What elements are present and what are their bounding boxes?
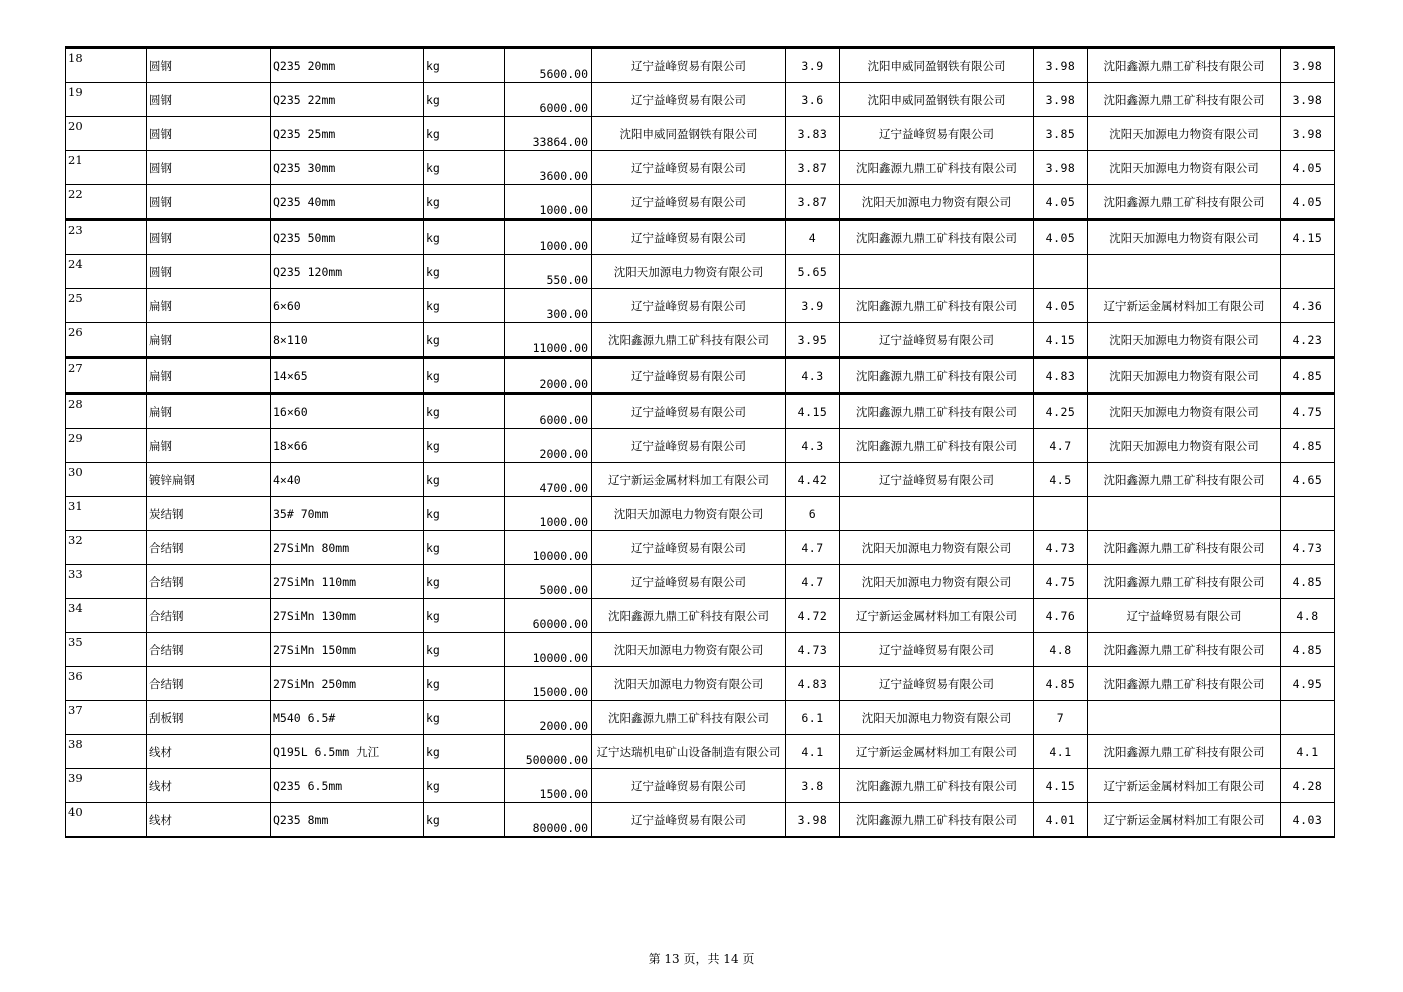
quantity-cell: 33864.00 <box>505 117 592 151</box>
unit-cell: kg <box>424 735 505 769</box>
item-name-cell: 合结钢 <box>147 633 271 667</box>
price-1-cell: 4.7 <box>786 531 840 565</box>
price-3-cell <box>1281 701 1335 735</box>
price-3-cell: 3.98 <box>1281 48 1335 83</box>
price-3-cell: 4.1 <box>1281 735 1335 769</box>
quantity-cell: 15000.00 <box>505 667 592 701</box>
quantity-cell: 500000.00 <box>505 735 592 769</box>
quantity-cell: 2000.00 <box>505 358 592 394</box>
table-row <box>66 323 1335 358</box>
item-name-cell: 扁钢 <box>147 429 271 463</box>
supplier-1-cell: 辽宁益峰贸易有限公司 <box>592 769 786 803</box>
spec-cell: 27SiMn 130mm <box>271 599 424 633</box>
item-number-cell: 30 <box>66 463 147 497</box>
supplier-1-cell: 沈阳鑫源九鼎工矿科技有限公司 <box>592 323 786 358</box>
supplier-2-cell <box>840 497 1034 531</box>
price-3-cell: 4.85 <box>1281 358 1335 394</box>
supplier-3-cell <box>1088 255 1281 289</box>
supplier-1-cell: 沈阳天加源电力物资有限公司 <box>592 497 786 531</box>
supplier-1-cell: 沈阳申威同盈钢铁有限公司 <box>592 117 786 151</box>
price-2-cell: 4.05 <box>1034 289 1088 323</box>
spec-cell: 4×40 <box>271 463 424 497</box>
price-3-cell: 4.95 <box>1281 667 1335 701</box>
table-body <box>66 48 1335 838</box>
price-1-cell: 4 <box>786 220 840 255</box>
table-row <box>66 599 1335 633</box>
price-3-cell: 4.23 <box>1281 323 1335 358</box>
supplier-1-cell: 沈阳鑫源九鼎工矿科技有限公司 <box>592 599 786 633</box>
spec-cell: 27SiMn 110mm <box>271 565 424 599</box>
item-number-cell: 36 <box>66 667 147 701</box>
spec-cell: Q235 30mm <box>271 151 424 185</box>
quantity-cell: 2000.00 <box>505 701 592 735</box>
price-3-cell: 4.05 <box>1281 151 1335 185</box>
price-3-cell: 4.05 <box>1281 185 1335 220</box>
price-2-cell: 3.98 <box>1034 48 1088 83</box>
supplier-2-cell: 沈阳鑫源九鼎工矿科技有限公司 <box>840 803 1034 838</box>
table-row <box>66 735 1335 769</box>
item-name-cell: 圆钢 <box>147 151 271 185</box>
quantity-cell: 11000.00 <box>505 323 592 358</box>
supplier-2-cell: 辽宁益峰贸易有限公司 <box>840 323 1034 358</box>
spec-cell: 18×66 <box>271 429 424 463</box>
supplier-3-cell <box>1088 701 1281 735</box>
price-3-cell: 4.75 <box>1281 394 1335 429</box>
item-name-cell: 炭结钢 <box>147 497 271 531</box>
quantity-cell: 10000.00 <box>505 633 592 667</box>
supplier-3-cell: 沈阳天加源电力物资有限公司 <box>1088 358 1281 394</box>
item-name-cell: 圆钢 <box>147 220 271 255</box>
unit-cell: kg <box>424 701 505 735</box>
supplier-3-cell: 沈阳鑫源九鼎工矿科技有限公司 <box>1088 48 1281 83</box>
supplier-1-cell: 辽宁达瑞机电矿山设备制造有限公司 <box>592 735 786 769</box>
price-2-cell <box>1034 255 1088 289</box>
quantity-cell: 2000.00 <box>505 429 592 463</box>
price-2-cell: 4.83 <box>1034 358 1088 394</box>
table-row <box>66 151 1335 185</box>
price-1-cell: 4.15 <box>786 394 840 429</box>
unit-cell: kg <box>424 463 505 497</box>
item-name-cell: 扁钢 <box>147 289 271 323</box>
price-2-cell: 4.01 <box>1034 803 1088 838</box>
unit-cell: kg <box>424 48 505 83</box>
item-name-cell: 线材 <box>147 769 271 803</box>
price-3-cell: 3.98 <box>1281 117 1335 151</box>
item-number-cell: 39 <box>66 769 147 803</box>
unit-cell: kg <box>424 220 505 255</box>
spec-cell: Q235 50mm <box>271 220 424 255</box>
supplier-3-cell <box>1088 497 1281 531</box>
table-row <box>66 769 1335 803</box>
item-number-cell: 24 <box>66 255 147 289</box>
item-name-cell: 镀锌扁钢 <box>147 463 271 497</box>
price-2-cell <box>1034 497 1088 531</box>
price-1-cell: 3.6 <box>786 83 840 117</box>
supplier-3-cell: 沈阳鑫源九鼎工矿科技有限公司 <box>1088 667 1281 701</box>
quantity-cell: 1000.00 <box>505 185 592 220</box>
item-number-cell: 19 <box>66 83 147 117</box>
quantity-cell: 5000.00 <box>505 565 592 599</box>
supplier-1-cell: 沈阳天加源电力物资有限公司 <box>592 667 786 701</box>
unit-cell: kg <box>424 255 505 289</box>
table-row <box>66 701 1335 735</box>
spec-cell: 8×110 <box>271 323 424 358</box>
spec-cell: 27SiMn 150mm <box>271 633 424 667</box>
unit-cell: kg <box>424 599 505 633</box>
unit-cell: kg <box>424 394 505 429</box>
supplier-2-cell: 辽宁益峰贸易有限公司 <box>840 463 1034 497</box>
supplier-3-cell: 辽宁益峰贸易有限公司 <box>1088 599 1281 633</box>
item-number-cell: 22 <box>66 185 147 220</box>
supplier-2-cell: 沈阳天加源电力物资有限公司 <box>840 565 1034 599</box>
table-row <box>66 48 1335 83</box>
spec-cell: 35# 70mm <box>271 497 424 531</box>
supplier-1-cell: 辽宁益峰贸易有限公司 <box>592 151 786 185</box>
price-3-cell: 4.73 <box>1281 531 1335 565</box>
unit-cell: kg <box>424 667 505 701</box>
supplier-3-cell: 辽宁新运金属材料加工有限公司 <box>1088 803 1281 838</box>
item-name-cell: 合结钢 <box>147 667 271 701</box>
table-row <box>66 429 1335 463</box>
price-2-cell: 4.85 <box>1034 667 1088 701</box>
supplier-1-cell: 辽宁新运金属材料加工有限公司 <box>592 463 786 497</box>
price-1-cell: 4.1 <box>786 735 840 769</box>
supplier-1-cell: 辽宁益峰贸易有限公司 <box>592 185 786 220</box>
price-2-cell: 7 <box>1034 701 1088 735</box>
spec-cell: Q195L 6.5mm 九江 <box>271 735 424 769</box>
price-1-cell: 4.72 <box>786 599 840 633</box>
supplier-2-cell: 沈阳鑫源九鼎工矿科技有限公司 <box>840 358 1034 394</box>
item-name-cell: 圆钢 <box>147 117 271 151</box>
price-2-cell: 4.75 <box>1034 565 1088 599</box>
table-row <box>66 463 1335 497</box>
price-3-cell: 4.85 <box>1281 565 1335 599</box>
supplier-2-cell <box>840 255 1034 289</box>
supplier-1-cell: 辽宁益峰贸易有限公司 <box>592 531 786 565</box>
price-2-cell: 4.5 <box>1034 463 1088 497</box>
unit-cell: kg <box>424 429 505 463</box>
item-name-cell: 圆钢 <box>147 185 271 220</box>
quantity-cell: 300.00 <box>505 289 592 323</box>
spec-cell: 16×60 <box>271 394 424 429</box>
supplier-3-cell: 辽宁新运金属材料加工有限公司 <box>1088 289 1281 323</box>
item-number-cell: 31 <box>66 497 147 531</box>
table-row <box>66 220 1335 255</box>
item-name-cell: 扁钢 <box>147 358 271 394</box>
price-2-cell: 4.8 <box>1034 633 1088 667</box>
item-number-cell: 28 <box>66 394 147 429</box>
item-number-cell: 23 <box>66 220 147 255</box>
table-row <box>66 117 1335 151</box>
spec-cell: M540 6.5# <box>271 701 424 735</box>
price-1-cell: 4.73 <box>786 633 840 667</box>
unit-cell: kg <box>424 497 505 531</box>
quantity-cell: 6000.00 <box>505 83 592 117</box>
item-name-cell: 圆钢 <box>147 48 271 83</box>
unit-cell: kg <box>424 531 505 565</box>
spec-cell: 27SiMn 250mm <box>271 667 424 701</box>
quantity-cell: 1000.00 <box>505 220 592 255</box>
price-3-cell: 4.85 <box>1281 633 1335 667</box>
price-1-cell: 3.98 <box>786 803 840 838</box>
table-row <box>66 565 1335 599</box>
price-2-cell: 3.98 <box>1034 151 1088 185</box>
supplier-2-cell: 沈阳鑫源九鼎工矿科技有限公司 <box>840 220 1034 255</box>
supplier-1-cell: 沈阳天加源电力物资有限公司 <box>592 633 786 667</box>
item-name-cell: 合结钢 <box>147 531 271 565</box>
price-2-cell: 4.73 <box>1034 531 1088 565</box>
item-number-cell: 35 <box>66 633 147 667</box>
supplier-3-cell: 沈阳天加源电力物资有限公司 <box>1088 151 1281 185</box>
price-2-cell: 4.7 <box>1034 429 1088 463</box>
table-row <box>66 497 1335 531</box>
price-1-cell: 6 <box>786 497 840 531</box>
price-3-cell <box>1281 255 1335 289</box>
price-3-cell: 4.03 <box>1281 803 1335 838</box>
price-1-cell: 5.65 <box>786 255 840 289</box>
spec-cell: Q235 8mm <box>271 803 424 838</box>
supplier-3-cell: 沈阳天加源电力物资有限公司 <box>1088 394 1281 429</box>
spec-cell: Q235 40mm <box>271 185 424 220</box>
price-2-cell: 3.85 <box>1034 117 1088 151</box>
item-number-cell: 32 <box>66 531 147 565</box>
table-row <box>66 803 1335 838</box>
supplier-3-cell: 沈阳鑫源九鼎工矿科技有限公司 <box>1088 565 1281 599</box>
supplier-3-cell: 辽宁新运金属材料加工有限公司 <box>1088 769 1281 803</box>
price-1-cell: 3.87 <box>786 185 840 220</box>
price-3-cell: 4.15 <box>1281 220 1335 255</box>
table-row <box>66 185 1335 220</box>
quote-comparison-table <box>65 46 1335 838</box>
item-name-cell: 圆钢 <box>147 255 271 289</box>
unit-cell: kg <box>424 323 505 358</box>
quantity-cell: 550.00 <box>505 255 592 289</box>
item-number-cell: 26 <box>66 323 147 358</box>
supplier-2-cell: 沈阳鑫源九鼎工矿科技有限公司 <box>840 151 1034 185</box>
item-name-cell: 线材 <box>147 803 271 838</box>
item-number-cell: 21 <box>66 151 147 185</box>
supplier-2-cell: 沈阳鑫源九鼎工矿科技有限公司 <box>840 394 1034 429</box>
supplier-1-cell: 辽宁益峰贸易有限公司 <box>592 289 786 323</box>
supplier-2-cell: 沈阳申威同盈钢铁有限公司 <box>840 83 1034 117</box>
price-1-cell: 4.83 <box>786 667 840 701</box>
price-3-cell: 4.28 <box>1281 769 1335 803</box>
price-2-cell: 3.98 <box>1034 83 1088 117</box>
price-1-cell: 4.3 <box>786 429 840 463</box>
supplier-1-cell: 辽宁益峰贸易有限公司 <box>592 394 786 429</box>
spec-cell: 27SiMn 80mm <box>271 531 424 565</box>
unit-cell: kg <box>424 633 505 667</box>
supplier-2-cell: 沈阳天加源电力物资有限公司 <box>840 185 1034 220</box>
supplier-1-cell: 辽宁益峰贸易有限公司 <box>592 429 786 463</box>
item-number-cell: 40 <box>66 803 147 838</box>
quantity-cell: 10000.00 <box>505 531 592 565</box>
supplier-2-cell: 辽宁益峰贸易有限公司 <box>840 667 1034 701</box>
supplier-3-cell: 沈阳鑫源九鼎工矿科技有限公司 <box>1088 463 1281 497</box>
spec-cell: 6×60 <box>271 289 424 323</box>
supplier-1-cell: 辽宁益峰贸易有限公司 <box>592 220 786 255</box>
table-row <box>66 255 1335 289</box>
item-number-cell: 20 <box>66 117 147 151</box>
item-number-cell: 27 <box>66 358 147 394</box>
quantity-cell: 80000.00 <box>505 803 592 838</box>
supplier-3-cell: 沈阳鑫源九鼎工矿科技有限公司 <box>1088 185 1281 220</box>
price-3-cell <box>1281 497 1335 531</box>
unit-cell: kg <box>424 565 505 599</box>
price-2-cell: 4.05 <box>1034 220 1088 255</box>
supplier-2-cell: 沈阳鑫源九鼎工矿科技有限公司 <box>840 429 1034 463</box>
item-name-cell: 合结钢 <box>147 599 271 633</box>
price-2-cell: 4.76 <box>1034 599 1088 633</box>
price-1-cell: 3.83 <box>786 117 840 151</box>
quantity-cell: 3600.00 <box>505 151 592 185</box>
price-1-cell: 3.95 <box>786 323 840 358</box>
unit-cell: kg <box>424 358 505 394</box>
price-1-cell: 3.9 <box>786 289 840 323</box>
price-1-cell: 4.7 <box>786 565 840 599</box>
supplier-2-cell: 沈阳天加源电力物资有限公司 <box>840 531 1034 565</box>
table-row <box>66 358 1335 394</box>
unit-cell: kg <box>424 151 505 185</box>
supplier-3-cell: 沈阳鑫源九鼎工矿科技有限公司 <box>1088 633 1281 667</box>
unit-cell: kg <box>424 117 505 151</box>
supplier-2-cell: 辽宁新运金属材料加工有限公司 <box>840 735 1034 769</box>
supplier-3-cell: 沈阳天加源电力物资有限公司 <box>1088 429 1281 463</box>
supplier-1-cell: 辽宁益峰贸易有限公司 <box>592 803 786 838</box>
supplier-1-cell: 辽宁益峰贸易有限公司 <box>592 48 786 83</box>
supplier-1-cell: 沈阳天加源电力物资有限公司 <box>592 255 786 289</box>
item-number-cell: 33 <box>66 565 147 599</box>
item-name-cell: 合结钢 <box>147 565 271 599</box>
supplier-2-cell: 沈阳申威同盈钢铁有限公司 <box>840 48 1034 83</box>
price-2-cell: 4.25 <box>1034 394 1088 429</box>
price-3-cell: 4.8 <box>1281 599 1335 633</box>
item-name-cell: 扁钢 <box>147 323 271 358</box>
price-1-cell: 3.8 <box>786 769 840 803</box>
supplier-2-cell: 辽宁益峰贸易有限公司 <box>840 633 1034 667</box>
price-3-cell: 4.65 <box>1281 463 1335 497</box>
unit-cell: kg <box>424 185 505 220</box>
table-row <box>66 667 1335 701</box>
supplier-3-cell: 沈阳天加源电力物资有限公司 <box>1088 220 1281 255</box>
page-footer: 第 13 页，共 14 页 <box>648 952 755 966</box>
spec-cell: Q235 22mm <box>271 83 424 117</box>
unit-cell: kg <box>424 803 505 838</box>
quantity-cell: 5600.00 <box>505 48 592 83</box>
price-1-cell: 3.87 <box>786 151 840 185</box>
quantity-cell: 60000.00 <box>505 599 592 633</box>
supplier-2-cell: 沈阳鑫源九鼎工矿科技有限公司 <box>840 289 1034 323</box>
price-3-cell: 3.98 <box>1281 83 1335 117</box>
quantity-cell: 1500.00 <box>505 769 592 803</box>
price-1-cell: 4.3 <box>786 358 840 394</box>
item-number-cell: 38 <box>66 735 147 769</box>
spec-cell: Q235 20mm <box>271 48 424 83</box>
supplier-2-cell: 辽宁益峰贸易有限公司 <box>840 117 1034 151</box>
item-number-cell: 34 <box>66 599 147 633</box>
price-2-cell: 4.1 <box>1034 735 1088 769</box>
price-1-cell: 6.1 <box>786 701 840 735</box>
supplier-2-cell: 辽宁新运金属材料加工有限公司 <box>840 599 1034 633</box>
quantity-cell: 4700.00 <box>505 463 592 497</box>
supplier-1-cell: 沈阳鑫源九鼎工矿科技有限公司 <box>592 701 786 735</box>
unit-cell: kg <box>424 289 505 323</box>
price-1-cell: 4.42 <box>786 463 840 497</box>
supplier-3-cell: 沈阳天加源电力物资有限公司 <box>1088 323 1281 358</box>
item-name-cell: 线材 <box>147 735 271 769</box>
table-row <box>66 633 1335 667</box>
unit-cell: kg <box>424 83 505 117</box>
table-row <box>66 394 1335 429</box>
item-name-cell: 扁钢 <box>147 394 271 429</box>
supplier-3-cell: 沈阳鑫源九鼎工矿科技有限公司 <box>1088 531 1281 565</box>
price-3-cell: 4.36 <box>1281 289 1335 323</box>
item-number-cell: 37 <box>66 701 147 735</box>
price-2-cell: 4.15 <box>1034 769 1088 803</box>
table-row <box>66 83 1335 117</box>
supplier-3-cell: 沈阳鑫源九鼎工矿科技有限公司 <box>1088 735 1281 769</box>
item-number-cell: 25 <box>66 289 147 323</box>
item-name-cell: 圆钢 <box>147 83 271 117</box>
quantity-cell: 6000.00 <box>505 394 592 429</box>
spec-cell: Q235 25mm <box>271 117 424 151</box>
item-number-cell: 18 <box>66 48 147 83</box>
spec-cell: Q235 120mm <box>271 255 424 289</box>
table-row <box>66 289 1335 323</box>
unit-cell: kg <box>424 769 505 803</box>
item-number-cell: 29 <box>66 429 147 463</box>
price-2-cell: 4.15 <box>1034 323 1088 358</box>
supplier-1-cell: 辽宁益峰贸易有限公司 <box>592 565 786 599</box>
price-2-cell: 4.05 <box>1034 185 1088 220</box>
supplier-2-cell: 沈阳鑫源九鼎工矿科技有限公司 <box>840 769 1034 803</box>
table-row <box>66 531 1335 565</box>
supplier-3-cell: 沈阳鑫源九鼎工矿科技有限公司 <box>1088 83 1281 117</box>
spec-cell: Q235 6.5mm <box>271 769 424 803</box>
item-name-cell: 刮板钢 <box>147 701 271 735</box>
supplier-3-cell: 沈阳天加源电力物资有限公司 <box>1088 117 1281 151</box>
supplier-1-cell: 辽宁益峰贸易有限公司 <box>592 83 786 117</box>
price-1-cell: 3.9 <box>786 48 840 83</box>
supplier-1-cell: 辽宁益峰贸易有限公司 <box>592 358 786 394</box>
spec-cell: 14×65 <box>271 358 424 394</box>
price-3-cell: 4.85 <box>1281 429 1335 463</box>
supplier-2-cell: 沈阳天加源电力物资有限公司 <box>840 701 1034 735</box>
quantity-cell: 1000.00 <box>505 497 592 531</box>
